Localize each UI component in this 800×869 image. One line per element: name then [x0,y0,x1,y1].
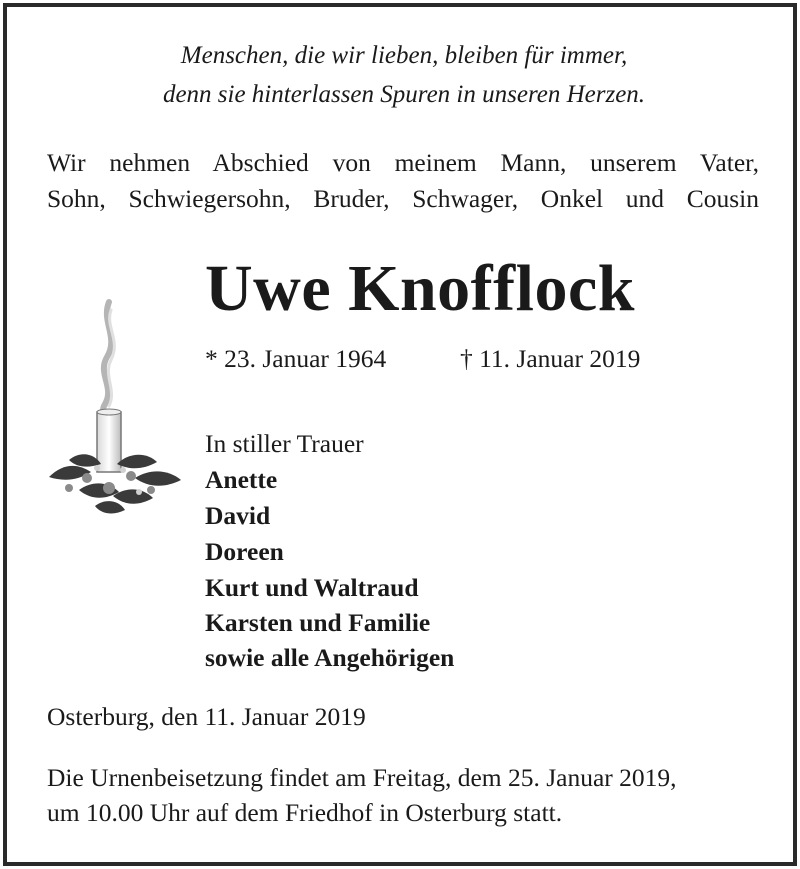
funeral-line-1: Die Urnenbeisetzung findet am Freitag, dem 25. Januar 2019, [47,763,677,792]
deceased-name: Uwe Knofflock [205,252,635,325]
funeral-line-2: um 10.00 Uhr auf dem Friedhof in Osterburg statt. [47,798,563,827]
quote-line-2: denn sie hinterlassen Spuren in unseren Herzen. [162,81,646,108]
intro-line-1: Wir nehmen Abschied von meinem Mann, unserem Vater, [47,148,759,177]
place-and-date: Osterburg, den 11. Januar 2019 [47,702,366,731]
obituary-frame [3,3,797,866]
mourning-heading: In stiller Trauer [205,429,364,458]
intro-line-2: Sohn, Schwiegersohn, Bruder, Schwager, Onkel und Cousin [47,184,759,213]
mourner-name: sowie alle Angehörigen [205,643,455,672]
mourner-name: Karsten und Familie [205,608,431,637]
quote-line-1: Menschen, die wir lieben, bleiben für immer, [180,42,628,69]
mourner-name: Anette [205,465,278,494]
mourner-name: Kurt und Waltraud [205,573,419,602]
mourner-name: David [205,501,271,530]
candle-wreath-icon [39,292,189,532]
death-date: † 11. Januar 2019 [460,344,641,373]
mourner-name: Doreen [205,537,284,566]
birth-date: * 23. Januar 1964 [205,344,387,373]
